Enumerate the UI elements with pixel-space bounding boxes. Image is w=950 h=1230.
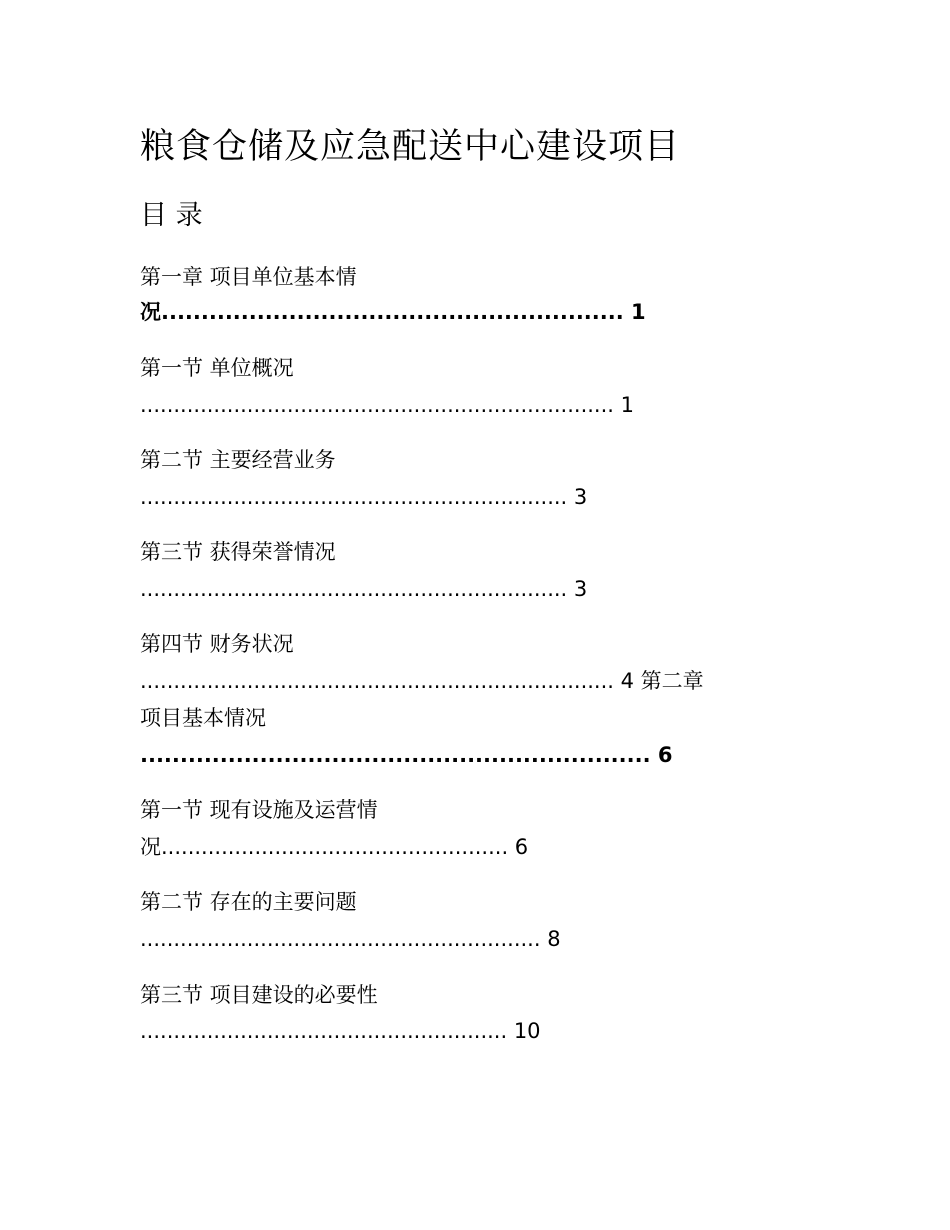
toc-section-2-2-title: 第二节 存在的主要问题 — [140, 890, 357, 914]
toc-section-1-2-title: 第二节 主要经营业务 — [140, 448, 336, 472]
toc-section-1-1-leader: ....................................................................... 1 — [140, 393, 634, 417]
document-title: 粮食仓储及应急配送中心建设项目 — [140, 127, 681, 167]
toc-section-1-1-title: 第一节 单位概况 — [140, 356, 294, 380]
toc-heading: 目 录 — [140, 200, 203, 231]
toc-chapter-2-title: 项目基本情况 — [140, 706, 266, 730]
toc-section-1-2-leader: ................................................................ 3 — [140, 485, 588, 509]
toc-section-2-3-title: 第三节 项目建设的必要性 — [140, 983, 378, 1007]
toc-section-2-2-leader: ............................................................ 8 — [140, 927, 561, 951]
toc-section-2-1-title: 第一节 现有设施及运营情 — [140, 798, 378, 822]
toc-section-1-4-title: 第四节 财务状况 — [140, 632, 294, 656]
toc-chapter-1-leader: 况.......................................................... 1 — [140, 300, 646, 324]
toc-chapter-1-title: 第一章 项目单位基本情 — [140, 265, 357, 289]
toc-chapter-2-leader: ................................................................ 6 — [140, 743, 673, 767]
toc-section-2-1-leader: 况.................................................... 6 — [140, 835, 529, 859]
toc-section-1-3-leader: ................................................................ 3 — [140, 577, 588, 601]
toc-section-1-3-title: 第三节 获得荣誉情况 — [140, 540, 336, 564]
toc-section-1-4-leader: ....................................................................... 4 第二章 — [140, 669, 704, 693]
toc-section-2-3-leader: ....................................................... 10 — [140, 1019, 541, 1043]
